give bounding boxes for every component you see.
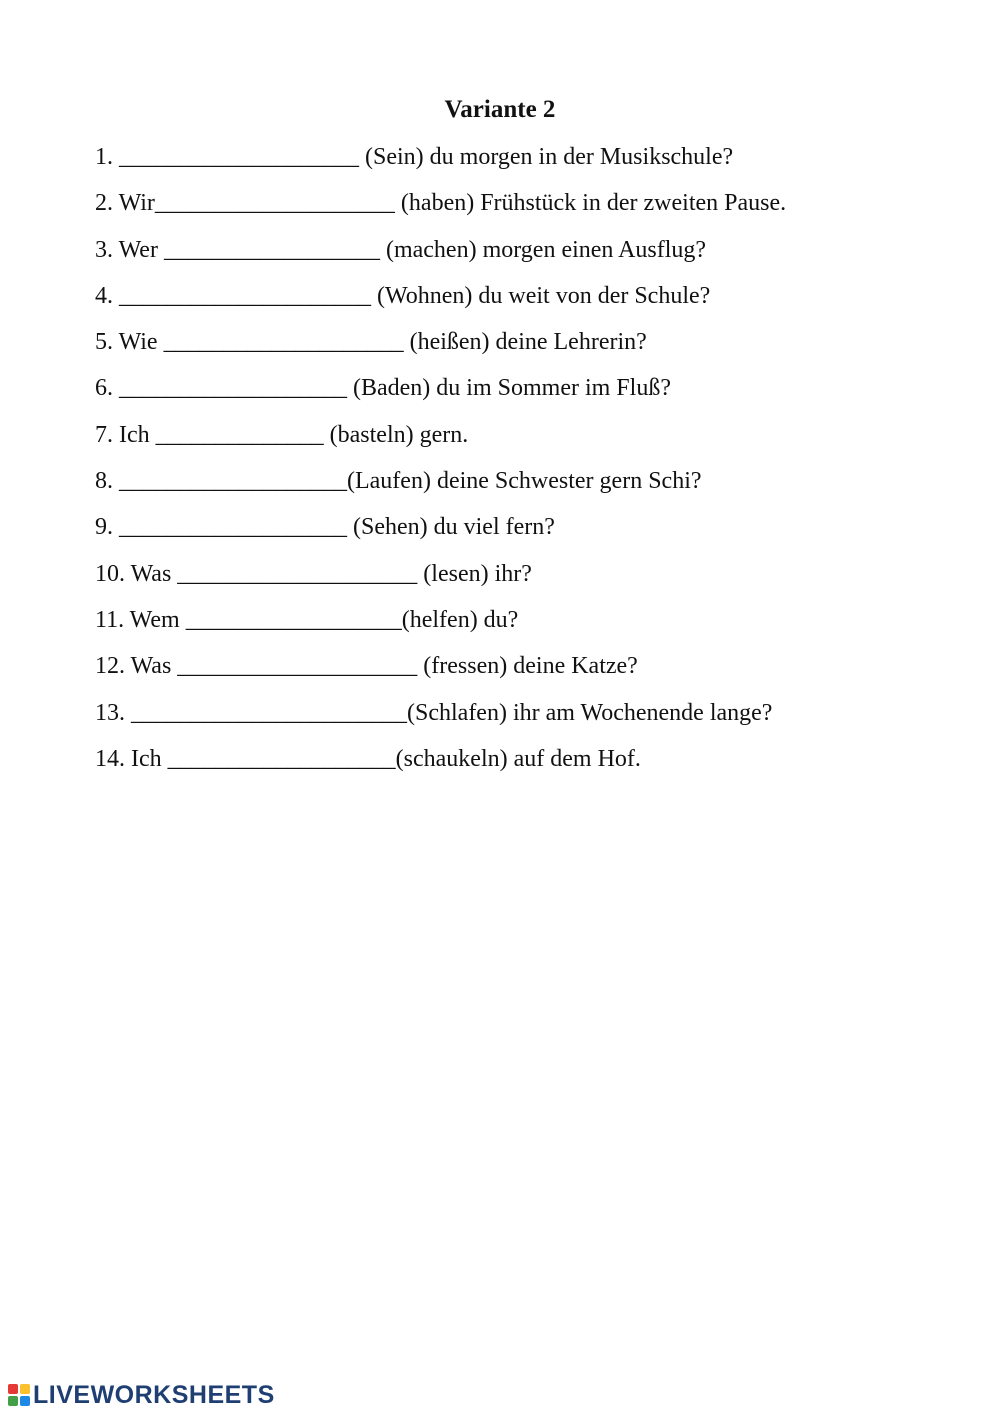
item-prefix: 10. Was xyxy=(95,560,178,587)
logo-square-green xyxy=(8,1396,18,1406)
item-prefix: 5. Wie xyxy=(95,329,164,356)
exercise-item xyxy=(95,743,955,789)
logo-square-blue xyxy=(20,1396,30,1406)
item-prefix: 1. xyxy=(95,144,119,170)
exercise-item xyxy=(95,234,955,280)
exercise-item xyxy=(95,650,955,696)
item-suffix: (Baden) du im Sommer im Fluß? xyxy=(347,375,671,402)
exercise-item xyxy=(95,141,955,187)
exercise-list xyxy=(95,141,955,789)
exercise-item xyxy=(95,419,955,465)
answer-blank[interactable]: ___________________ xyxy=(119,375,347,402)
item-prefix: 11. Wem xyxy=(95,606,186,633)
item-prefix: 12. Was xyxy=(95,653,178,680)
item-suffix: (basteln) gern. xyxy=(323,421,469,448)
exercise-item xyxy=(95,372,955,418)
item-prefix: 14. Ich xyxy=(95,745,168,772)
answer-blank[interactable]: ____________________ xyxy=(154,190,395,217)
exercise-item xyxy=(95,558,955,604)
item-prefix: 8. xyxy=(95,468,119,495)
item-suffix: (haben) Frühstück in der zweiten Pause. xyxy=(394,190,787,217)
answer-blank[interactable]: ______________ xyxy=(155,421,324,448)
answer-blank[interactable]: ___________________ xyxy=(119,514,347,541)
exercise-item xyxy=(95,697,955,743)
item-suffix: (helfen) du? xyxy=(401,606,519,633)
answer-blank[interactable]: _______________________ xyxy=(131,699,407,726)
item-suffix: (Sein) du morgen in der Musikschule? xyxy=(359,144,734,170)
liveworksheets-logo[interactable] xyxy=(8,1379,275,1411)
answer-blank[interactable]: ___________________ xyxy=(167,745,396,772)
exercise-item xyxy=(95,280,955,326)
item-suffix: (Wohnen) du weit von der Schule? xyxy=(371,282,711,309)
exercise-item xyxy=(95,326,955,372)
answer-blank[interactable]: ____________________ xyxy=(177,653,418,680)
item-suffix: (heißen) deine Lehrerin? xyxy=(403,329,647,356)
answer-blank[interactable]: _____________________ xyxy=(119,282,371,309)
item-suffix: (Schlafen) ihr am Wochenende lange? xyxy=(407,699,773,726)
logo-text: LIVEWORKSHEETS xyxy=(33,1380,275,1409)
item-suffix: (fressen) deine Katze? xyxy=(417,653,638,680)
item-prefix: 6. xyxy=(95,375,119,402)
answer-blank[interactable]: __________________ xyxy=(185,606,402,633)
logo-square-yellow xyxy=(20,1384,30,1394)
item-suffix: (Laufen) deine Schwester gern Schi? xyxy=(347,468,702,495)
item-suffix: (schaukeln) auf dem Hof. xyxy=(395,745,641,772)
exercise-item xyxy=(95,465,955,511)
exercise-item xyxy=(95,511,955,557)
exercise-item xyxy=(95,187,955,233)
item-prefix: 2. Wir xyxy=(95,190,155,217)
item-prefix: 4. xyxy=(95,282,119,309)
item-prefix: 13. xyxy=(95,699,131,726)
answer-blank[interactable]: ____________________ xyxy=(119,144,359,170)
item-suffix: (machen) morgen einen Ausflug? xyxy=(379,236,707,263)
liveworksheets-logo-icon xyxy=(8,1384,30,1406)
answer-blank[interactable]: ____________________ xyxy=(177,560,418,587)
answer-blank[interactable]: ___________________ xyxy=(119,468,347,495)
worksheet-title: Variante 2 xyxy=(444,96,556,123)
item-prefix: 3. Wer xyxy=(95,236,164,263)
answer-blank[interactable]: __________________ xyxy=(163,236,380,263)
item-suffix: (Sehen) du viel fern? xyxy=(347,514,555,541)
logo-square-red xyxy=(8,1384,18,1394)
item-prefix: 9. xyxy=(95,514,119,541)
exercise-item xyxy=(95,604,955,650)
item-prefix: 7. Ich xyxy=(95,421,156,448)
item-suffix: (lesen) ihr? xyxy=(417,560,532,587)
answer-blank[interactable]: ____________________ xyxy=(163,329,404,356)
